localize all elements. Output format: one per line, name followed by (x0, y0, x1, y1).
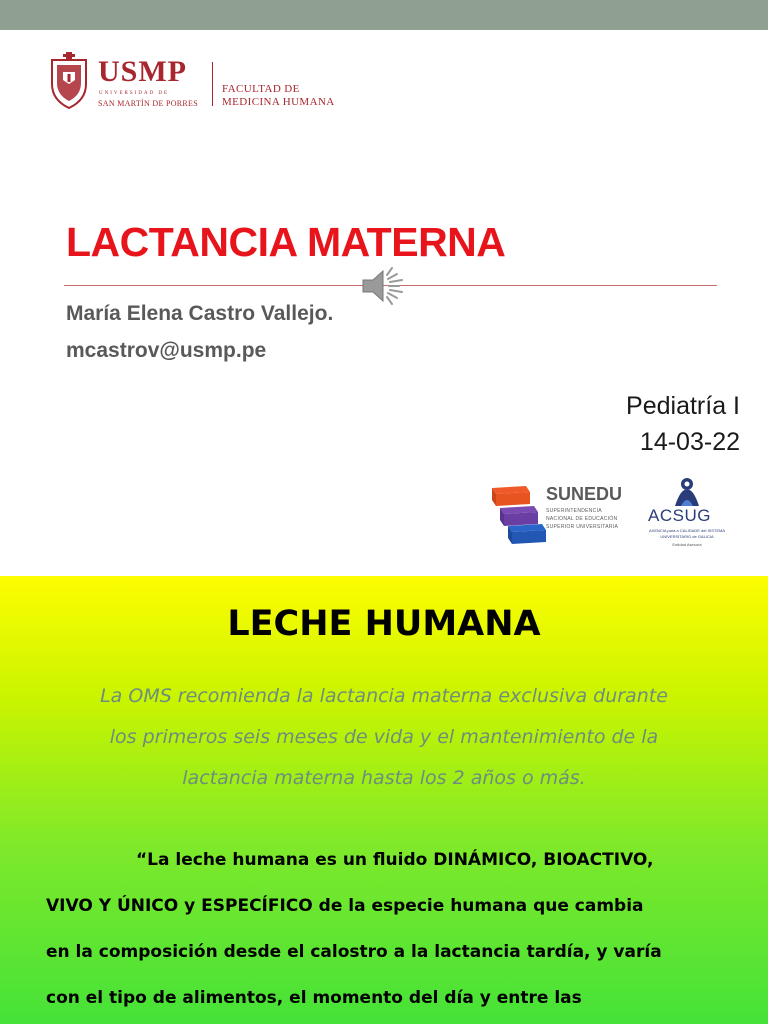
content-slide (0, 576, 768, 1024)
sunedu-desc-line3: SUPERIOR UNIVERSITARIA (546, 524, 619, 530)
course-name: Pediatría I (626, 392, 740, 420)
body-line1: “La leche humana es un fluido DINÁMICO, BIOACTIVO, (136, 850, 654, 870)
acsug-logo (642, 476, 732, 552)
faculty-line2: MEDICINA HUMANA (222, 96, 335, 108)
speaker-icon[interactable] (359, 266, 407, 306)
slide2-title: LECHE HUMANA (227, 604, 541, 644)
logo-divider (212, 62, 213, 106)
sunedu-cubes-icon (490, 482, 546, 548)
faculty-line1: FACULTAD DE (222, 83, 300, 95)
top-bar (0, 0, 768, 30)
university-line1: UNIVERSIDAD DE (99, 91, 170, 96)
acsug-desc-line1: AXENCIA para a CALIDADE del SISTEMA (648, 528, 726, 533)
body-line4: con el tipo de alimentos, el momento del día y entre las (46, 988, 582, 1008)
acsug-emblem-icon (667, 476, 707, 508)
author-name: María Elena Castro Vallejo. (66, 302, 334, 325)
quote-line1: La OMS recomienda la lactancia materna exclusiva durante (100, 685, 668, 707)
quote-line3: lactancia materna hasta los 2 años o más. (182, 767, 586, 789)
university-line2: SAN MARTÍN DE PORRES (98, 99, 198, 108)
oms-recommendation (30, 676, 738, 799)
sunedu-logo (490, 482, 630, 548)
sunedu-desc-line2: NACIONAL DE EDUCACIÓN (546, 516, 618, 522)
usmp-logo (46, 50, 346, 112)
title-slide (0, 30, 768, 576)
acsug-desc-line2: UNIVERSITARIO de GALICIA (660, 534, 714, 539)
quote-line2: los primeros seis meses de vida y el mantenimiento de la (109, 726, 659, 748)
body-line3: en la composición desde el calostro a la lactancia tardía, y varía (46, 942, 662, 962)
usmp-brand: USMP (98, 55, 187, 88)
acsug-desc-line3: Entidad Asesora (672, 542, 702, 547)
slide-title: LACTANCIA MATERNA (66, 219, 506, 265)
author-email: mcastrov@usmp.pe (66, 339, 267, 362)
body-line2: VIVO Y ÚNICO y ESPECÍFICO de la especie humana que cambia (46, 896, 644, 916)
acsug-name: ACSUG (648, 506, 711, 525)
usmp-shield-icon (46, 50, 92, 110)
presentation-date: 14-03-22 (639, 428, 740, 456)
sunedu-desc-line1: SUPERINTENDENCIA (546, 508, 602, 514)
sunedu-name: SUNEDU (546, 484, 623, 504)
